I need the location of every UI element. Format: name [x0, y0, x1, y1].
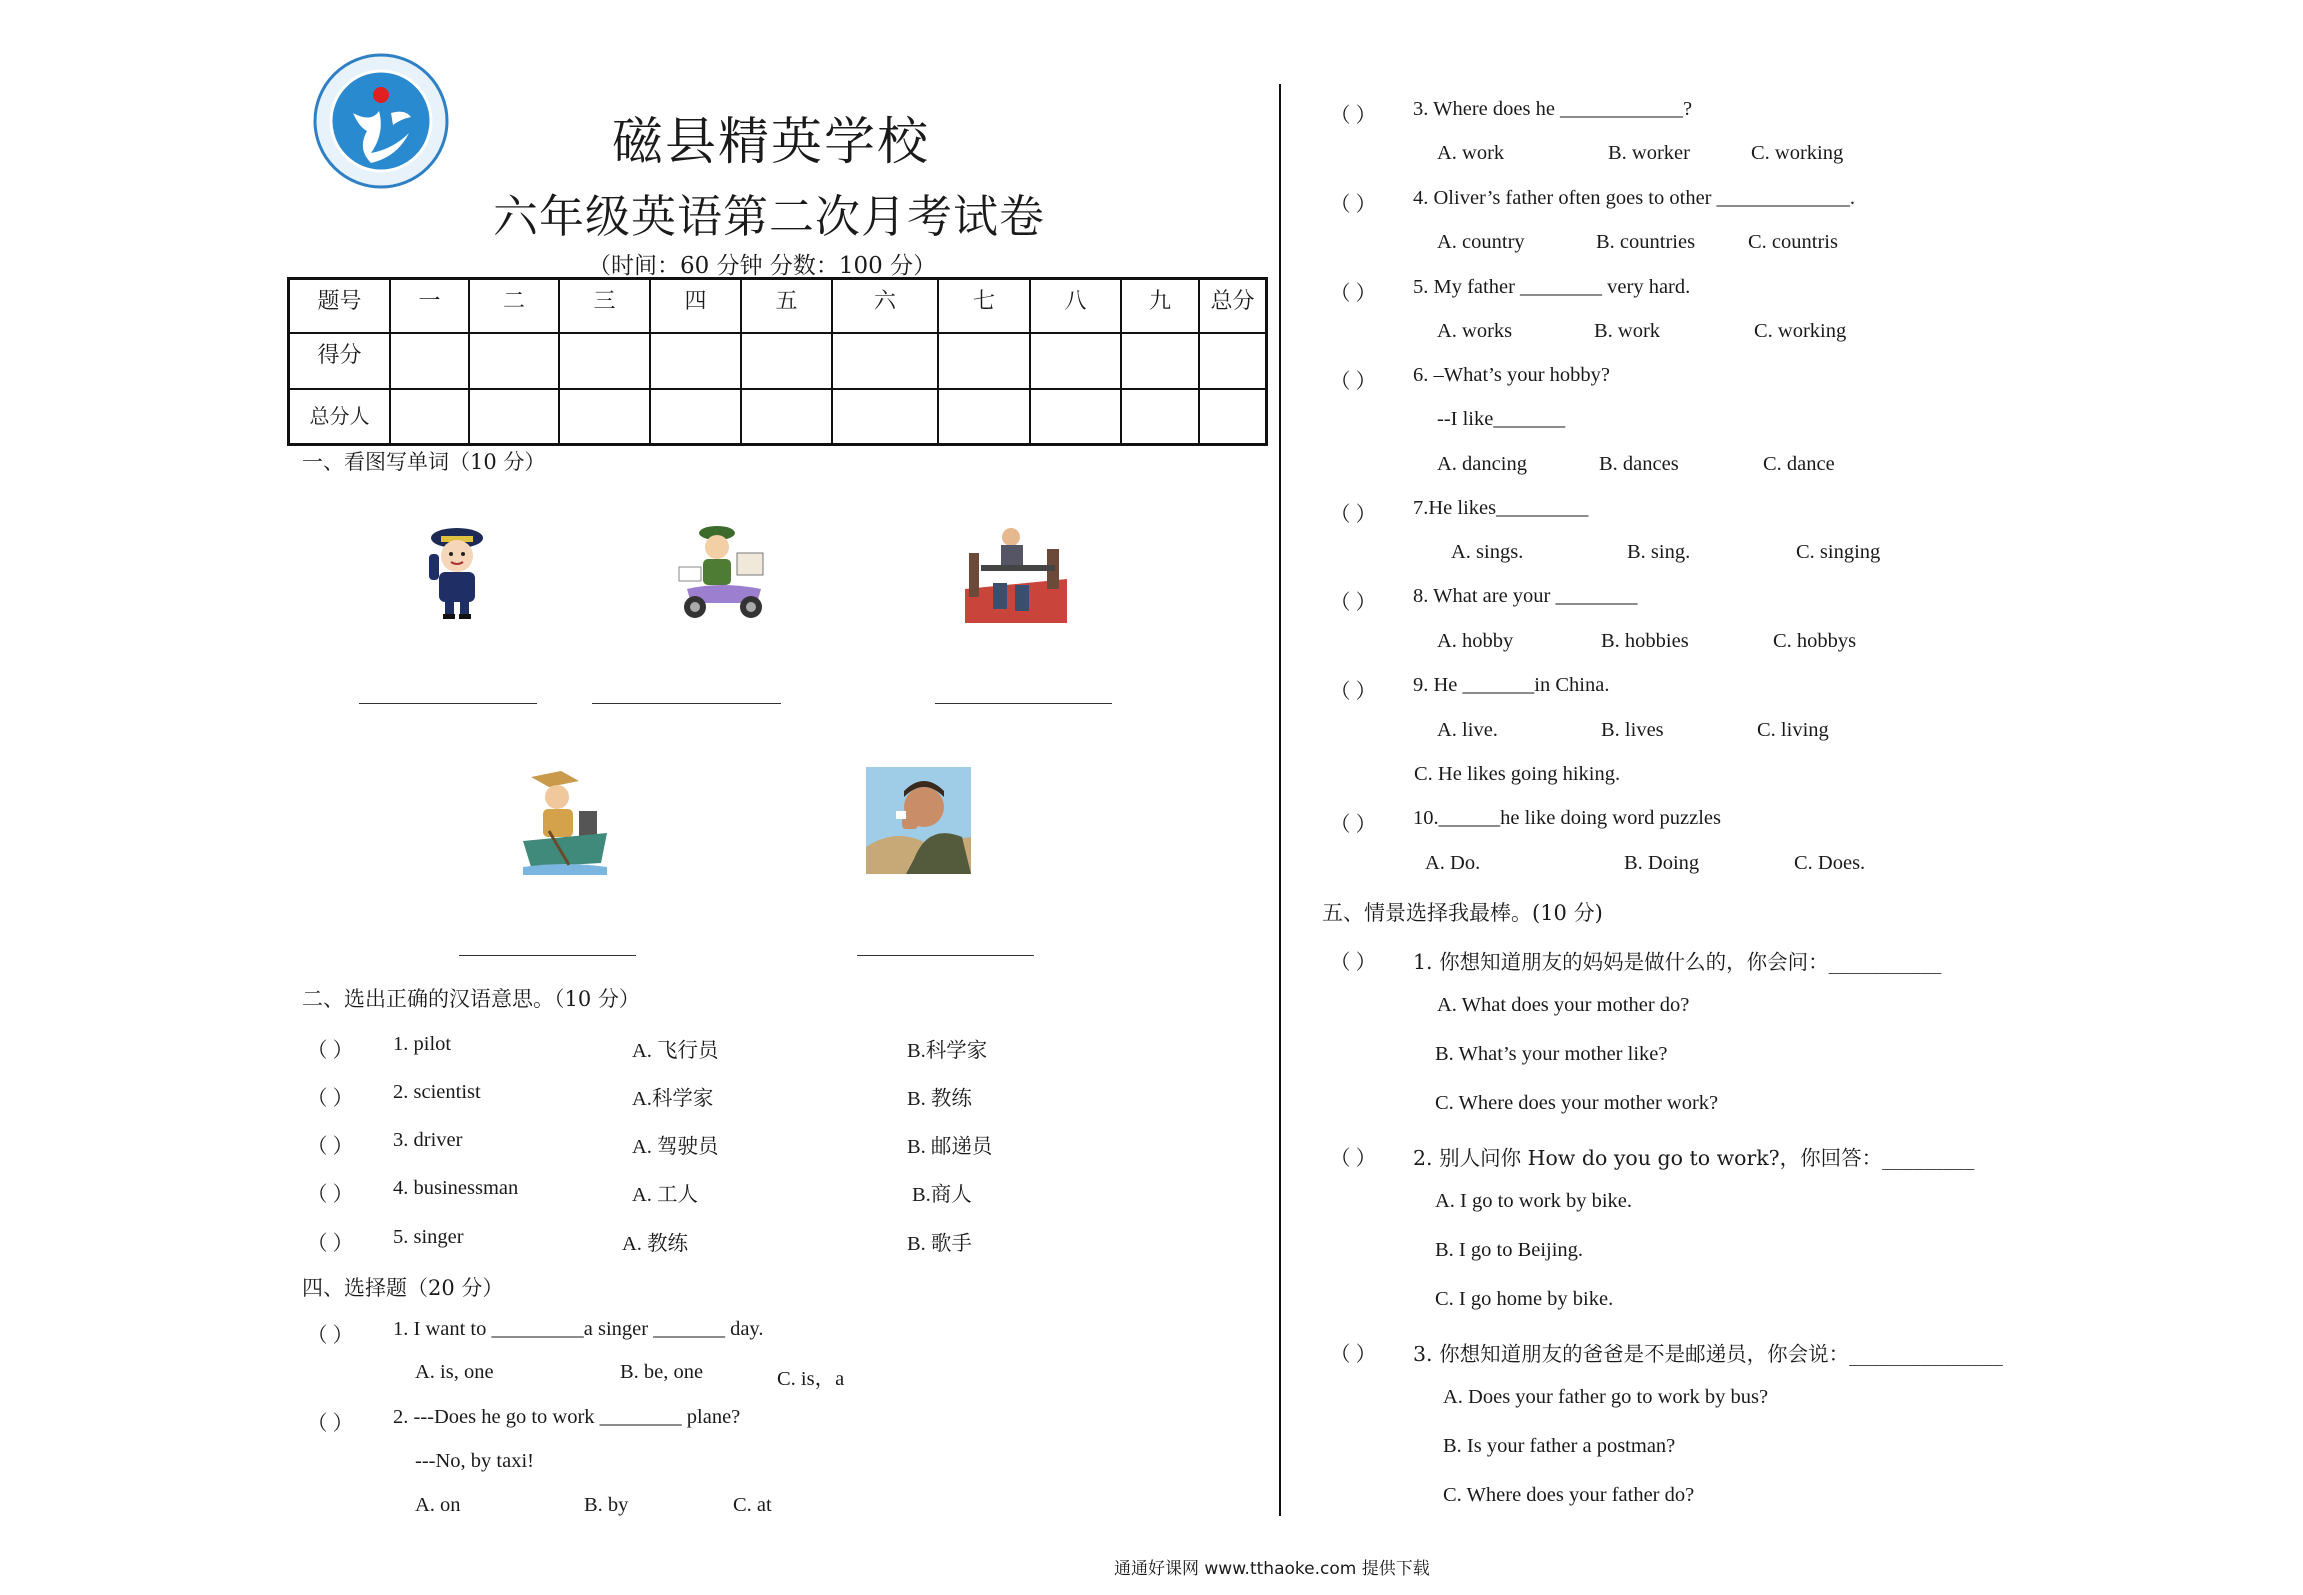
- answer-paren[interactable]: （ ）: [1330, 371, 1377, 393]
- score-cell[interactable]: [469, 333, 559, 389]
- school-logo: [313, 53, 449, 189]
- table-header-cell: 五: [741, 279, 832, 334]
- option-b[interactable]: B. Is your father a postman?: [1443, 1435, 1676, 1457]
- option-a[interactable]: A. work: [1437, 142, 1505, 164]
- answer-line[interactable]: [459, 955, 636, 956]
- score-cell[interactable]: [650, 333, 741, 389]
- answer-paren[interactable]: （ ）: [1330, 952, 1377, 974]
- option-c[interactable]: C. countris: [1748, 231, 1838, 253]
- option-a[interactable]: A. I go to work by bike.: [1435, 1190, 1633, 1212]
- score-cell[interactable]: [832, 333, 938, 389]
- option-a[interactable]: A. 教练: [622, 1233, 689, 1255]
- table-header-cell: 总分: [1199, 279, 1267, 334]
- table-header-cell: 一: [390, 279, 469, 334]
- option-c[interactable]: C. is，a: [777, 1368, 845, 1390]
- answer-paren[interactable]: （ ）: [1330, 1148, 1377, 1170]
- score-cell[interactable]: [1030, 389, 1121, 445]
- grader-row: [289, 389, 1267, 445]
- option-b[interactable]: B. I go to Beijing.: [1435, 1239, 1584, 1261]
- answer-line[interactable]: [935, 703, 1112, 704]
- question-text: 4. businessman: [393, 1177, 519, 1199]
- answer-paren[interactable]: （ ）: [1330, 592, 1377, 614]
- option-a[interactable]: A. dancing: [1437, 453, 1527, 475]
- question-text: 10.______he like doing word puzzles: [1413, 807, 1722, 829]
- option-b[interactable]: B.商人: [912, 1184, 972, 1206]
- option-a[interactable]: A. sings.: [1451, 541, 1524, 563]
- question-text: 6. –What’s your hobby?: [1413, 364, 1610, 386]
- question-text: 2. scientist: [393, 1081, 481, 1103]
- postman-image: [671, 523, 775, 621]
- table-header-cell: 三: [559, 279, 650, 334]
- factory-worker-image: [965, 523, 1067, 623]
- question-text: 8. What are your ________: [1413, 585, 1638, 607]
- table-header-cell: 九: [1121, 279, 1199, 334]
- answer-line[interactable]: [359, 703, 537, 704]
- option-b[interactable]: B. Doing: [1624, 852, 1700, 874]
- option-a[interactable]: A. on: [415, 1494, 461, 1516]
- option-b[interactable]: B. hobbies: [1601, 630, 1689, 652]
- question-text: 9. He _______in China.: [1413, 674, 1610, 696]
- option-b[interactable]: B. worker: [1608, 142, 1690, 164]
- section5-title: 五、情景选择我最棒。(10 分): [1322, 901, 1603, 925]
- dialogue-reply: ---No, by taxi!: [415, 1450, 534, 1472]
- score-cell[interactable]: [559, 333, 650, 389]
- question-text: 1. I want to _________a singer _______ day.: [393, 1318, 764, 1340]
- table-header-cell: 四: [650, 279, 741, 334]
- option-a[interactable]: A. What does your mother do?: [1437, 994, 1690, 1016]
- option-b[interactable]: B. sing.: [1627, 541, 1691, 563]
- row-label: 总分人: [289, 389, 391, 445]
- option-a[interactable]: A. Does your father go to work by bus?: [1443, 1386, 1769, 1408]
- dialogue-reply: --I like_______: [1437, 408, 1566, 430]
- option-a[interactable]: A. 工人: [632, 1184, 699, 1206]
- answer-paren[interactable]: （ ）: [1330, 194, 1377, 216]
- exam-info: （时间：60 分钟 分数：100 分）: [588, 253, 937, 279]
- question-text: 4. Oliver’s father often goes to other _____________.: [1413, 187, 1855, 209]
- score-cell[interactable]: [469, 389, 559, 445]
- option-b[interactable]: B. be, one: [620, 1361, 704, 1383]
- question-text: 5. My father ________ very hard.: [1413, 276, 1691, 298]
- answer-paren[interactable]: （ ）: [1330, 814, 1377, 836]
- option-c[interactable]: C. hobbys: [1773, 630, 1857, 652]
- option-c[interactable]: C. working: [1754, 320, 1847, 342]
- option-b[interactable]: B. 歌手: [907, 1233, 972, 1255]
- question-text: 2. ---Does he go to work ________ plane?: [393, 1406, 741, 1428]
- option-a[interactable]: A. country: [1437, 231, 1525, 253]
- answer-paren[interactable]: （ ）: [1330, 105, 1377, 127]
- option-b[interactable]: B. 教练: [907, 1088, 972, 1110]
- score-cell[interactable]: [1121, 333, 1199, 389]
- score-cell[interactable]: [938, 389, 1030, 445]
- answer-paren[interactable]: （ ）: [307, 1040, 354, 1062]
- question-text: 3. 你想知道朋友的爸爸是不是邮递员，你会说：_______________: [1413, 1342, 2003, 1366]
- answer-paren[interactable]: （ ）: [1330, 681, 1377, 703]
- question-text: 1. pilot: [393, 1033, 452, 1055]
- score-cell[interactable]: [938, 333, 1030, 389]
- option-c[interactable]: C. Where does your mother work?: [1435, 1092, 1719, 1114]
- answer-paren[interactable]: （ ）: [1330, 504, 1377, 526]
- option-a[interactable]: A. Do.: [1425, 852, 1481, 874]
- answer-paren[interactable]: （ ）: [1330, 283, 1377, 305]
- option-a[interactable]: A. live.: [1437, 719, 1498, 741]
- option-c[interactable]: C. singing: [1796, 541, 1881, 563]
- policewoman-image: [419, 524, 495, 620]
- score-cell[interactable]: [1199, 389, 1267, 445]
- score-cell[interactable]: [559, 389, 650, 445]
- option-a[interactable]: A. 飞行员: [632, 1040, 719, 1062]
- option-a[interactable]: A. hobby: [1437, 630, 1514, 652]
- question-text: 2. 别人问你 How do you go to work?，你回答：_________: [1413, 1146, 1975, 1170]
- table-header-cell: 六: [832, 279, 938, 334]
- table-header-cell: 八: [1030, 279, 1121, 334]
- option-a[interactable]: A. 驾驶员: [632, 1136, 719, 1158]
- option-b[interactable]: B.科学家: [907, 1040, 988, 1062]
- man-eating-image: [866, 767, 971, 874]
- option-c[interactable]: C. at: [733, 1494, 772, 1516]
- score-cell[interactable]: [741, 389, 832, 445]
- answer-paren[interactable]: （ ）: [307, 1325, 354, 1347]
- score-cell[interactable]: [1030, 333, 1121, 389]
- score-cell[interactable]: [390, 389, 469, 445]
- score-cell[interactable]: [832, 389, 938, 445]
- score-cell[interactable]: [650, 389, 741, 445]
- score-cell[interactable]: [1121, 389, 1199, 445]
- score-cell[interactable]: [390, 333, 469, 389]
- option-b[interactable]: B. by: [584, 1494, 629, 1516]
- answer-paren[interactable]: （ ）: [307, 1136, 354, 1158]
- answer-paren[interactable]: （ ）: [307, 1088, 354, 1110]
- option-b[interactable]: B. 邮递员: [907, 1136, 993, 1158]
- option-c[interactable]: C. I go home by bike.: [1435, 1288, 1614, 1310]
- question-text: 1. 你想知道朋友的妈妈是做什么的，你会问：___________: [1413, 950, 1942, 974]
- option-b[interactable]: B. What’s your mother like?: [1435, 1043, 1668, 1065]
- score-cell[interactable]: [1199, 333, 1267, 389]
- option-b[interactable]: B. countries: [1596, 231, 1696, 253]
- section2-title: 二、选出正确的汉语意思。（10 分）: [302, 987, 640, 1011]
- answer-paren[interactable]: （ ）: [307, 1233, 354, 1255]
- answer-line[interactable]: [857, 955, 1034, 956]
- answer-paren[interactable]: （ ）: [1330, 1344, 1377, 1366]
- column-divider: [1279, 84, 1281, 1516]
- section4-title: 四、选择题（20 分）: [302, 1276, 504, 1300]
- question-text: 5. singer: [393, 1226, 464, 1248]
- option-b[interactable]: B. lives: [1601, 719, 1664, 741]
- section1-title: 一、看图写单词（10 分）: [302, 450, 546, 474]
- score-table: [287, 277, 1268, 446]
- option-c[interactable]: C. Where does your father do?: [1443, 1484, 1695, 1506]
- answer-paren[interactable]: （ ）: [307, 1413, 354, 1435]
- option-c[interactable]: C. working: [1751, 142, 1844, 164]
- option-c[interactable]: C. living: [1757, 719, 1829, 741]
- score-table-header-row: [289, 279, 1267, 334]
- score-row: [289, 333, 1267, 389]
- option-a[interactable]: A. works: [1437, 320, 1513, 342]
- option-c[interactable]: C. Does.: [1794, 852, 1866, 874]
- fisherman-image: [519, 771, 611, 875]
- table-header-cell: 七: [938, 279, 1030, 334]
- row-label: 得分: [289, 333, 391, 389]
- option-b[interactable]: B. work: [1594, 320, 1661, 342]
- question-text: 3. driver: [393, 1129, 463, 1151]
- exam-title: 六年级英语第二次月考试卷: [493, 190, 1046, 243]
- school-name: 磁县精英学校: [612, 113, 931, 172]
- option-c[interactable]: C. dance: [1763, 453, 1835, 475]
- footer-credit: 通通好课网 www.tthaoke.com 提供下载: [1114, 1559, 1430, 1579]
- table-header-cell: 题号: [289, 279, 391, 334]
- table-header-cell: 二: [469, 279, 559, 334]
- extra-option: C. He likes going hiking.: [1414, 763, 1621, 785]
- option-a[interactable]: A. is, one: [415, 1361, 494, 1383]
- option-a[interactable]: A.科学家: [632, 1088, 714, 1110]
- question-text: 7.He likes_________: [1413, 497, 1589, 519]
- question-text: 3. Where does he ____________?: [1413, 98, 1693, 120]
- answer-line[interactable]: [592, 703, 781, 704]
- option-b[interactable]: B. dances: [1599, 453, 1679, 475]
- score-cell[interactable]: [741, 333, 832, 389]
- answer-paren[interactable]: （ ）: [307, 1184, 354, 1206]
